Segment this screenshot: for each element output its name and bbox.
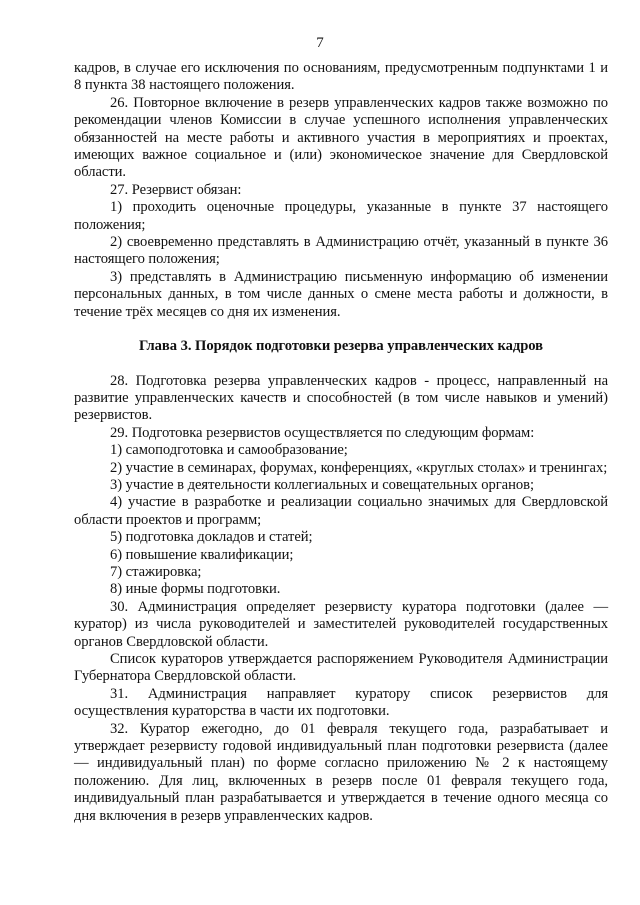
page-number: 7: [316, 35, 324, 51]
list-item: 8) иные формы подготовки.: [110, 581, 281, 598]
list-item: 2) участие в семинарах, форумах, конференциях, «круглых столах» и тренингах;: [110, 459, 608, 476]
paragraph: 28. Подготовка резерва управленческих кадров - процесс, направленный на развитие управленческих качеств и способностей (в том числе навыков и умений) резервистов.: [74, 372, 608, 424]
paragraph: 26. Повторное включение в резерв управленческих кадров также возможно по рекомендации членов Комиссии в случае успешного исполнения управленческих обязанностей на месте работы и активного участия в мероприятиях и проектах, имеющих важное социальное и (или) экономическое значение для Свердловской области.: [74, 94, 608, 181]
list-item: 2) своевременно представлять в Администрацию отчёт, указанный в пункте 36 настоящего положения;: [74, 234, 608, 268]
document-body: [74, 60, 608, 825]
chapter-heading: Глава 3. Порядок подготовки резерва управленческих кадров: [138, 338, 544, 355]
list-item: 4) участие в разработке и реализации социально значимых для Свердловской области проектов и программ;: [74, 494, 608, 528]
list-item: 3) представлять в Администрацию письменную информацию об изменении персональных данных, в том числе данных о смене места работы и должности, в течение трёх месяцев со дня их изменения.: [74, 268, 608, 320]
list-item: 1) самоподготовка и самообразование;: [110, 442, 348, 459]
paragraph: 29. Подготовка резервистов осуществляется по следующим формам:: [110, 424, 535, 441]
list-item: 7) стажировка;: [110, 563, 202, 580]
paragraph: Список кураторов утверждается распоряжением Руководителя Администрации Губернатора Свердловской области.: [74, 651, 608, 685]
list-item: 1) проходить оценочные процедуры, указанные в пункте 37 настоящего положения;: [74, 199, 608, 233]
list-item: 3) участие в деятельности коллегиальных и совещательных органов;: [110, 476, 534, 493]
paragraph: 27. Резервист обязан:: [110, 181, 242, 198]
list-item: 6) повышение квалификации;: [110, 546, 294, 563]
paragraph: 31. Администрация направляет куратору список резервистов для осуществления кураторства в части их подготовки.: [74, 685, 608, 720]
paragraph: 32. Куратор ежегодно, до 01 февраля текущего года, разрабатывает и утверждает резервисту годовой индивидуальный план подготовки резервиста (далее — индивидуальный план) по форме согласно приложению № 2 к настоящему положению. Для лиц, включенных в резерв после 01 февраля текущего года, индивидуальный план разрабатывается и утверждается в течение одного месяца со дня включения в резерв управленческих кадров.: [74, 720, 608, 824]
paragraph: кадров, в случае его исключения по основаниям, предусмотренным подпунктами 1 и 8 пункта 38 настоящего положения.: [74, 60, 608, 94]
paragraph: 30. Администрация определяет резервисту куратора подготовки (далее — куратор) из числа руководителей и заместителей руководителей государственных органов Свердловской области.: [74, 598, 608, 650]
list-item: 5) подготовка докладов и статей;: [110, 529, 313, 546]
